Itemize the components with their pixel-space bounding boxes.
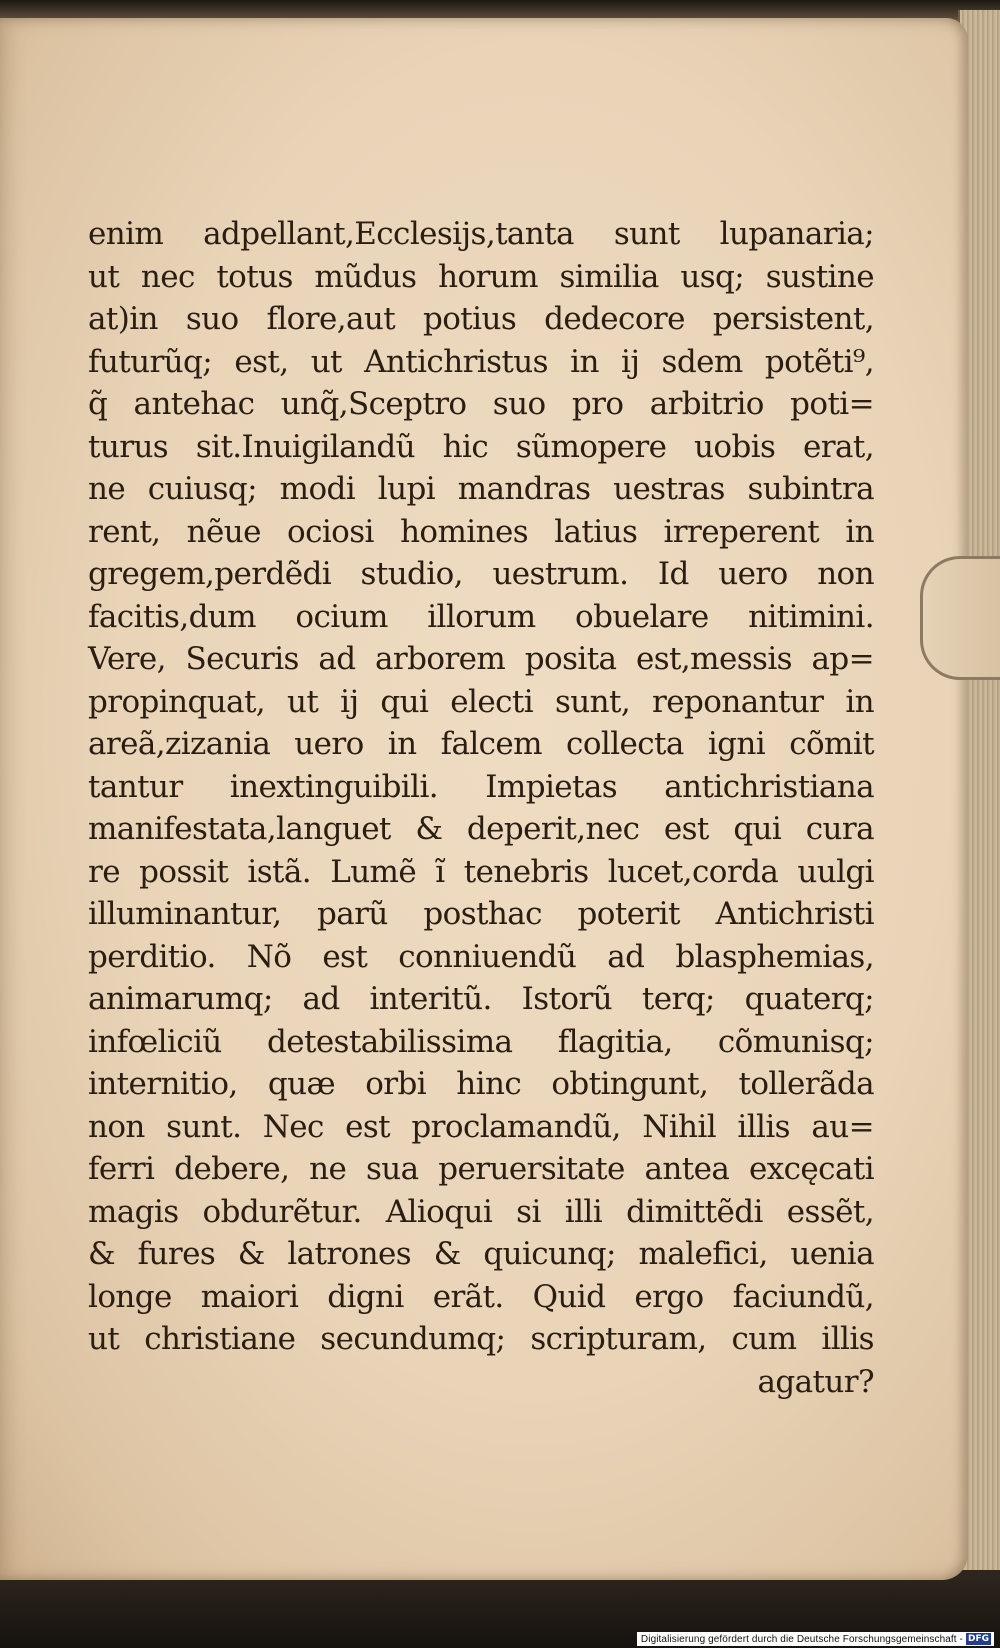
- bookmark-tab: [920, 556, 1000, 680]
- text-line: facitis,dum ocium illorum obuelare nitimini.: [88, 598, 874, 635]
- dfg-logo-icon: DFG: [967, 1634, 989, 1644]
- text-line: internitio, quæ orbi hinc obtingunt, tollerãda: [88, 1066, 874, 1102]
- text-line: q̃ antehac unq̃,Sceptro suo pro arbitrio poti=: [88, 386, 874, 422]
- text-line: futurũq; est, ut Antichristus in ij sdem potẽti⁹,: [88, 343, 874, 380]
- text-line: ut christiane secundumq; scripturam, cum illis: [88, 1321, 874, 1357]
- text-line: non sunt. Nec est proclamandũ, Nihil illis au=: [88, 1108, 874, 1145]
- text-line: magis obdurẽtur. Alioqui si illi dimittẽdi essẽt,: [88, 1193, 874, 1230]
- text-line: illuminantur, parũ posthac poterit Antichristi: [88, 896, 874, 932]
- text-line: ferri debere, ne sua peruersitate antea excęcati: [88, 1151, 874, 1187]
- text-line: infœliciũ detestabilissima flagitia, cõmunisq;: [88, 1023, 874, 1060]
- credit-text: Digitalisierung gefördert durch die Deutsche Forschungsgemeinschaft -: [640, 1633, 963, 1645]
- printed-text-block: [88, 213, 874, 1403]
- text-line: ne cuiusq; modi lupi mandras uestras subintra: [88, 471, 874, 507]
- text-line: tantur inextinguibili. Impietas antichristiana: [88, 768, 874, 805]
- text-line: enim adpellant,Ecclesijs,tanta sunt lupanaria;: [88, 216, 874, 252]
- text-line: Vere, Securis ad arborem posita est,messis ap=: [88, 641, 874, 677]
- text-line: ut nec totus mũdus horum similia usq; sustine: [88, 258, 874, 295]
- text-line: gregem,perdẽdi studio, uestrum. Id uero non: [88, 556, 874, 592]
- text-line: re possit istã. Lumẽ ĩ tenebris lucet,corda uulgi: [88, 853, 874, 890]
- text-line: propinquat, ut ij qui electi sunt, reponantur in: [88, 683, 874, 720]
- catchword-line: agatur?: [757, 1363, 874, 1400]
- text-line: areã,zizania uero in falcem collecta igni cõmit: [88, 726, 874, 762]
- text-line: longe maiori digni erãt. Quid ergo faciundũ,: [88, 1278, 874, 1315]
- text-line: at)in suo flore,aut potius dedecore persistent,: [88, 301, 874, 337]
- text-line: manifestata,languet & deperit,nec est qui cura: [88, 811, 874, 847]
- text-line: animarumq; ad interitũ. Istorũ terq; quaterq;: [88, 981, 874, 1017]
- text-line: & fures & latrones & quicunq; malefici, uenia: [88, 1236, 874, 1272]
- text-line: rent, nẽue ociosi homines latius irreperent in: [88, 513, 874, 550]
- text-line: perditio. Nõ est conniuendũ ad blasphemias,: [88, 938, 874, 975]
- text-line: turus sit.Inuigilandũ hic sũmopere uobis erat,: [88, 428, 874, 465]
- digitization-credit: [637, 1632, 994, 1646]
